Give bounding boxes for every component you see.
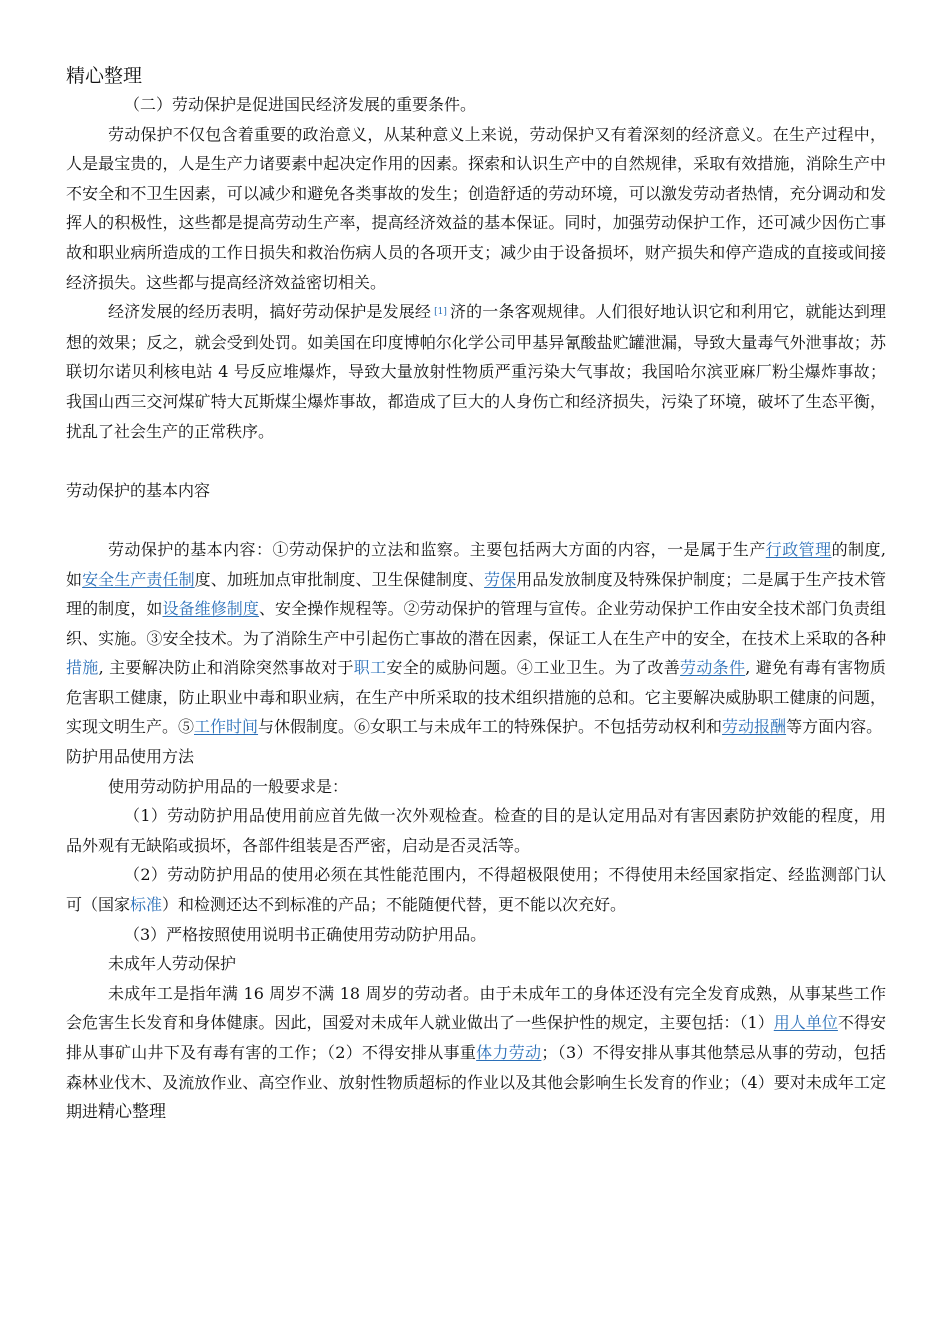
text-run: 未成年工是指年满 16 周岁不满 18 周岁的劳动者。由于未成年工的身体还没有完全发育成熟，从事某些工作会危害生长发育和身体健康。因此，国爱对未成年人就业做出了一些保护性的规定，主要包括：（1） <box>66 983 886 1033</box>
text-run: 的制度, 如 <box>66 539 886 589</box>
link-administrative-management[interactable]: 行政管理 <box>765 539 832 559</box>
link-labor-protection[interactable]: 劳保 <box>484 569 517 589</box>
spacer <box>66 505 886 535</box>
page-footer: 精心整理 <box>98 1102 167 1123</box>
text-run: , 主要解决防止和消除突然事故对于 <box>98 658 354 678</box>
link-employer[interactable]: 用人单位 <box>773 1013 838 1033</box>
list-item-3: （3）严格按照使用说明书正确使用劳动防护用品。 <box>124 924 487 944</box>
text-run: 济的一条客观规律。人们很好地认识它和利用它，就能达到理想的效果；反之，就会受到处罚。如美国在印度博帕尔化学公司甲基异氰酸盐贮罐泄漏，导致大量毒气外泄事故；苏联切尔诺贝利核电站 4 号反应堆爆炸，导致大量放射性物质严重污染大气事故；我国哈尔滨亚麻厂粉尘爆炸事故；我国山西三交河煤矿特大瓦斯煤尘爆炸事故，都造成了巨大的人身伤亡和经济损失，污染了环境，破坏了生态平衡，扰乱了社会生产的正常秩序。 <box>66 302 886 441</box>
text-run: ）和检测还达不到标准的产品；不能随便代替，更不能以次充好。 <box>162 895 627 915</box>
text-run: 度、加班加点审批制度、卫生保健制度、 <box>194 569 485 589</box>
section-heading-minor-workers: 未成年人劳动保护 <box>108 954 237 974</box>
link-employees[interactable]: 职工 <box>353 658 387 678</box>
section-subtitle: （二）劳动保护是促进国民经济发展的重要条件。 <box>124 95 477 114</box>
link-safety-responsibility-system[interactable]: 安全生产责任制 <box>82 569 195 589</box>
list-item-2 <box>66 860 886 919</box>
paragraph-general-requirements: 使用劳动防护用品的一般要求是： <box>108 776 349 796</box>
link-working-conditions[interactable]: 劳动条件 <box>680 658 746 678</box>
link-equipment-maintenance-system[interactable]: 设备维修制度 <box>162 599 259 619</box>
spacer <box>66 446 886 476</box>
text-run: ；（3）不得安排从事其他禁忌从事的劳动，包括森林业伐木、及流放作业、高空作业、放射性物质超标的作业以及其他会影响生长发育的作业；（4）要对未成年工定期进 <box>66 1043 886 1122</box>
document-page <box>66 62 886 1128</box>
section-heading-basic-content: 劳动保护的基本内容 <box>66 480 211 500</box>
paragraph-basic-content <box>66 535 886 742</box>
text-run: 不得安排从事矿山井下及有毒有害的工作；（2）不得安排从事重 <box>66 1013 886 1062</box>
link-measures[interactable]: 措施 <box>66 658 99 678</box>
paragraph-minor-workers <box>66 979 886 1128</box>
section-heading-protective-equipment: 防护用品使用方法 <box>66 747 195 767</box>
text-run: （2）劳动防护用品的使用必须在其性能范围内，不得超极限使用；不得使用未经国家指定、经监测部门认可（国家 <box>66 865 886 915</box>
paragraph-economic-development <box>66 297 886 446</box>
link-standard[interactable]: 标准 <box>130 895 163 915</box>
list-item-1: （1）劳动防护用品使用前应首先做一次外观检查。检查的目的是认定用品对有害因素防护效能的程度，用品外观有无缺陷或损坏，各部件组装是否严密，启动是否灵活等。 <box>66 806 886 855</box>
text-run: , 避免有毒有害物质危害职工健康，防止职业中毒和职业病，在生产中所采取的技术组织措施的总和。它主要解决威胁职工健康的问题，实现文明生产。⑤ <box>66 658 886 737</box>
text-run: 等方面内容。 <box>786 717 883 737</box>
text-run: 、安全操作规程等。②劳动保护的管理与宣传。企业劳动保护工作由安全技术部门负责组织、实施。③安全技术。为了消除生产中引起伤亡事故的潜在因素，保证工人在生产中的安全，在技术上采取的各种 <box>66 599 886 648</box>
text-run: 与休假制度。⑥女职工与未成年工的特殊保护。不包括劳动权利和 <box>258 717 723 737</box>
paragraph-economic-significance: 劳动保护不仅包含着重要的政治意义，从某种意义上来说，劳动保护又有着深刻的经济意义。在生产过程中，人是最宝贵的，人是生产力诸要素中起决定作用的因素。探索和认识生产中的自然规律，采取有效措施，消除生产中不安全和不卫生因素，可以减少和避免各类事故的发生；创造舒适的劳动环境，可以激发劳动者热情，充分调动和发挥人的积极性，这些都是提高劳动生产率，提高经济效益的基本保证。同时，加强劳动保护工作，还可减少因伤亡事故和职业病所造成的工作日损失和救治伤病人员的各项开支；减少由于设备损坏，财产损失和停产造成的直接或间接经济损失。这些都与提高经济效益密切相关。 <box>66 124 886 292</box>
text-run: 安全的威胁问题。④工业卫生。为了改善 <box>386 658 681 678</box>
page-header: 精心整理 <box>66 65 143 87</box>
text-run: 劳动保护的基本内容：①劳动保护的立法和监察。主要包括两大方面的内容，一是属于生产 <box>108 539 766 559</box>
link-working-hours[interactable]: 工作时间 <box>194 717 259 737</box>
text-run: 用品发放制度及特殊保护制度；二是属于生产技术管理的制度，如 <box>66 569 886 619</box>
link-labor-remuneration[interactable]: 劳动报酬 <box>722 717 787 737</box>
link-physical-labor[interactable]: 体力劳动 <box>476 1043 542 1062</box>
footnote-reference[interactable]: [1] <box>434 307 447 318</box>
text-run: 经济发展的经历表明，搞好劳动保护是发展经 <box>108 302 432 322</box>
